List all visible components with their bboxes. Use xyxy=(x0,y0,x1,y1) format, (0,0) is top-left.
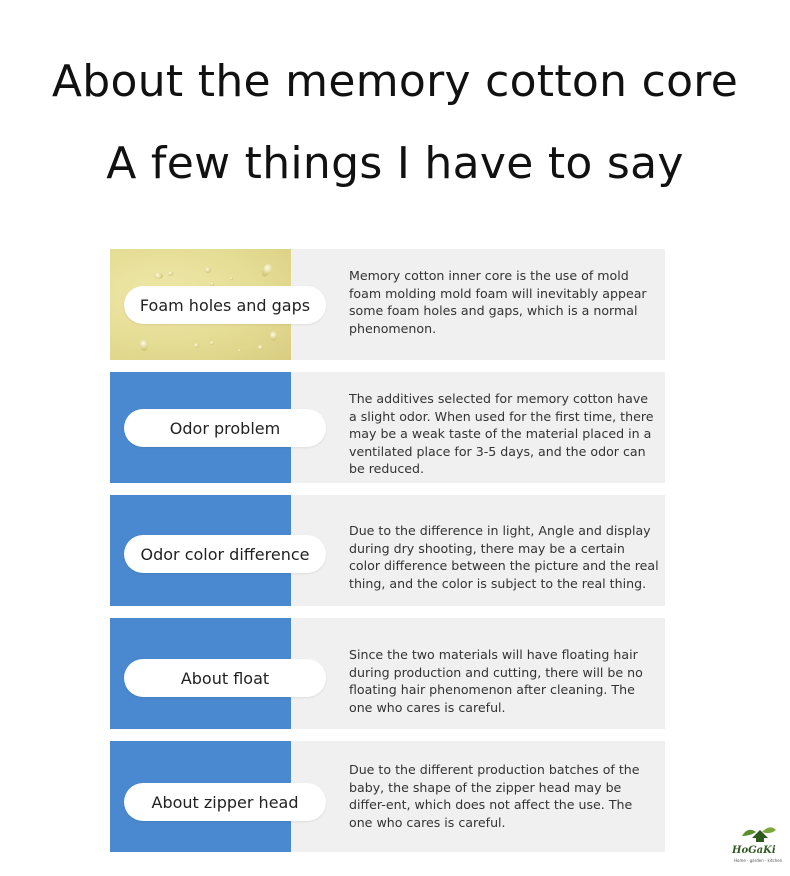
item-label: About float xyxy=(124,659,326,697)
item-label: Odor color difference xyxy=(124,535,326,573)
page-title-line-1: About the memory cotton core xyxy=(51,56,739,107)
item-description: Since the two materials will have floating hair during production and cutting, there will be no floating hair phenomenon after cleaning. The one who cares is careful. xyxy=(349,647,643,715)
item-label: Foam holes and gaps xyxy=(124,286,326,324)
item-description: Due to the difference in light, Angle and display during dry shooting, there may be a certain color difference between the picture and the real thing, and the color is subject to the real thing. xyxy=(349,523,659,591)
info-card-odor-problem xyxy=(110,372,665,483)
item-description: The additives selected for memory cotton have a slight odor. When used for the first time, there may be a weak taste of the material placed in a ventilated place for 3-5 days, and the odor can be reduced. xyxy=(349,391,654,476)
item-label: About zipper head xyxy=(124,783,326,821)
info-card-foam-holes xyxy=(110,249,665,360)
page-title-line-2: A few things I have to say xyxy=(106,138,684,189)
info-card-color-difference xyxy=(110,495,665,606)
item-label: Odor problem xyxy=(124,409,326,447)
brand-tagline: Home · garden · kitchen xyxy=(734,858,783,863)
item-description: Due to the different production batches of the baby, the shape of the zipper head may be differ-ent, which does not affect the use. The one who cares is careful. xyxy=(349,762,640,830)
item-description: Memory cotton inner core is the use of mold foam molding mold foam will inevitably appear some foam holes and gaps, which is a normal phenomenon. xyxy=(349,268,647,336)
info-card-zipper-head xyxy=(110,741,665,852)
info-card-about-float xyxy=(110,618,665,729)
brand-name: HoGaKi xyxy=(732,845,776,856)
